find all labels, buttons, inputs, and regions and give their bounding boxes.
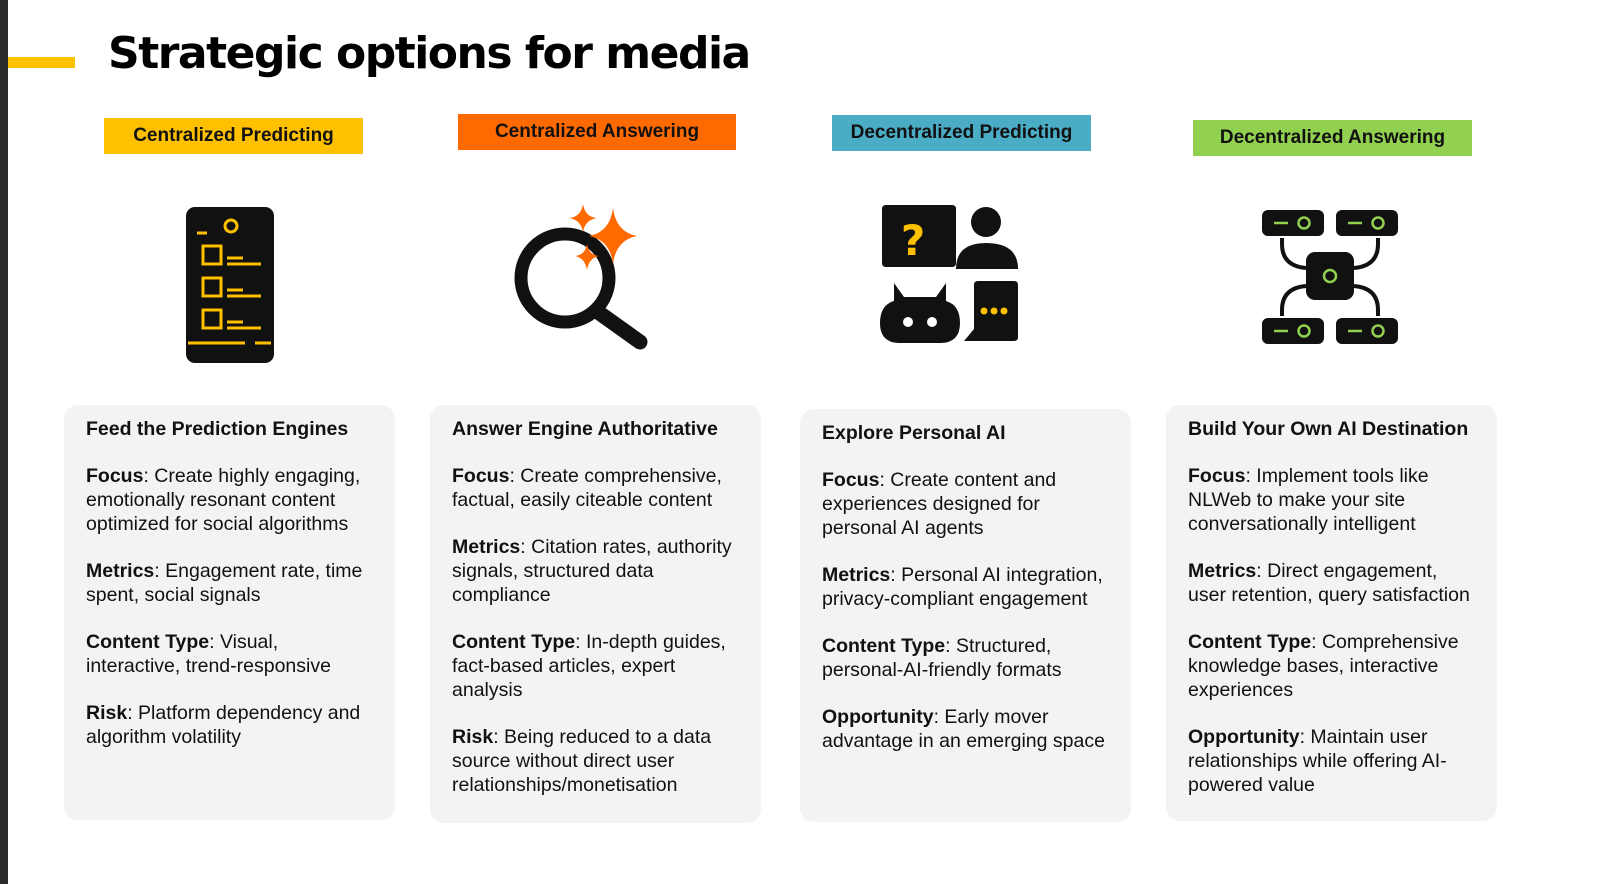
phone-list-icon bbox=[185, 206, 275, 364]
person-robot-chat-icon bbox=[880, 205, 1020, 345]
focus-item: Focus: Create comprehensive, factual, easily citeable content bbox=[452, 465, 722, 511]
card-title: Explore Personal AI bbox=[822, 422, 1006, 444]
focus-item: Focus: Create content and experiences designed for personal AI agents bbox=[822, 469, 1057, 539]
focus-item: Focus: Create highly engaging, emotionally resonant content optimized for social algorithms bbox=[86, 465, 361, 535]
card-title: Answer Engine Authoritative bbox=[452, 418, 718, 440]
slide-left-edge bbox=[0, 0, 8, 884]
risk-item: Risk: Being reduced to a data source without direct user relationships/monetisation bbox=[452, 726, 712, 796]
label-centralized-answering: Centralized Answering bbox=[458, 114, 736, 150]
content-type-item: Content Type: Structured, personal-AI-friendly formats bbox=[822, 635, 1062, 681]
metrics-item: Metrics: Engagement rate, time spent, social signals bbox=[86, 560, 363, 606]
opportunity-item: Opportunity: Early mover advantage in an emerging space bbox=[822, 706, 1105, 752]
label-centralized-predicting: Centralized Predicting bbox=[104, 118, 363, 154]
focus-item: Focus: Implement tools like NLWeb to make your site conversationally intelligent bbox=[1188, 465, 1429, 535]
card-decentralized-answering bbox=[1166, 405, 1497, 821]
opportunity-item: Opportunity: Maintain user relationships while offering AI-powered value bbox=[1188, 726, 1447, 796]
content-type-item: Content Type: Visual, interactive, trend-responsive bbox=[86, 631, 331, 677]
page-title: Strategic options for media bbox=[108, 28, 750, 79]
metrics-item: Metrics: Personal AI integration, privacy-compliant engagement bbox=[822, 564, 1103, 610]
svg-text:?: ? bbox=[900, 216, 926, 265]
metrics-item: Metrics: Citation rates, authority signals, structured data compliance bbox=[452, 536, 732, 606]
label-decentralized-predicting: Decentralized Predicting bbox=[832, 115, 1091, 151]
risk-item: Risk: Platform dependency and algorithm volatility bbox=[86, 702, 361, 748]
title-accent-bar bbox=[8, 57, 75, 68]
server-network-icon bbox=[1260, 208, 1400, 346]
metrics-item: Metrics: Direct engagement, user retention, query satisfaction bbox=[1188, 560, 1470, 606]
label-decentralized-answering: Decentralized Answering bbox=[1193, 120, 1472, 156]
card-title: Feed the Prediction Engines bbox=[86, 418, 349, 440]
content-type-item: Content Type: Comprehensive knowledge bases, interactive experiences bbox=[1188, 631, 1459, 701]
card-title: Build Your Own AI Destination bbox=[1188, 418, 1469, 440]
magnifier-sparkle-icon bbox=[505, 200, 655, 352]
card-centralized-predicting bbox=[64, 405, 395, 820]
content-type-item: Content Type: In-depth guides, fact-based articles, expert analysis bbox=[452, 631, 726, 701]
card-centralized-answering bbox=[430, 405, 761, 823]
card-decentralized-predicting bbox=[800, 409, 1131, 822]
